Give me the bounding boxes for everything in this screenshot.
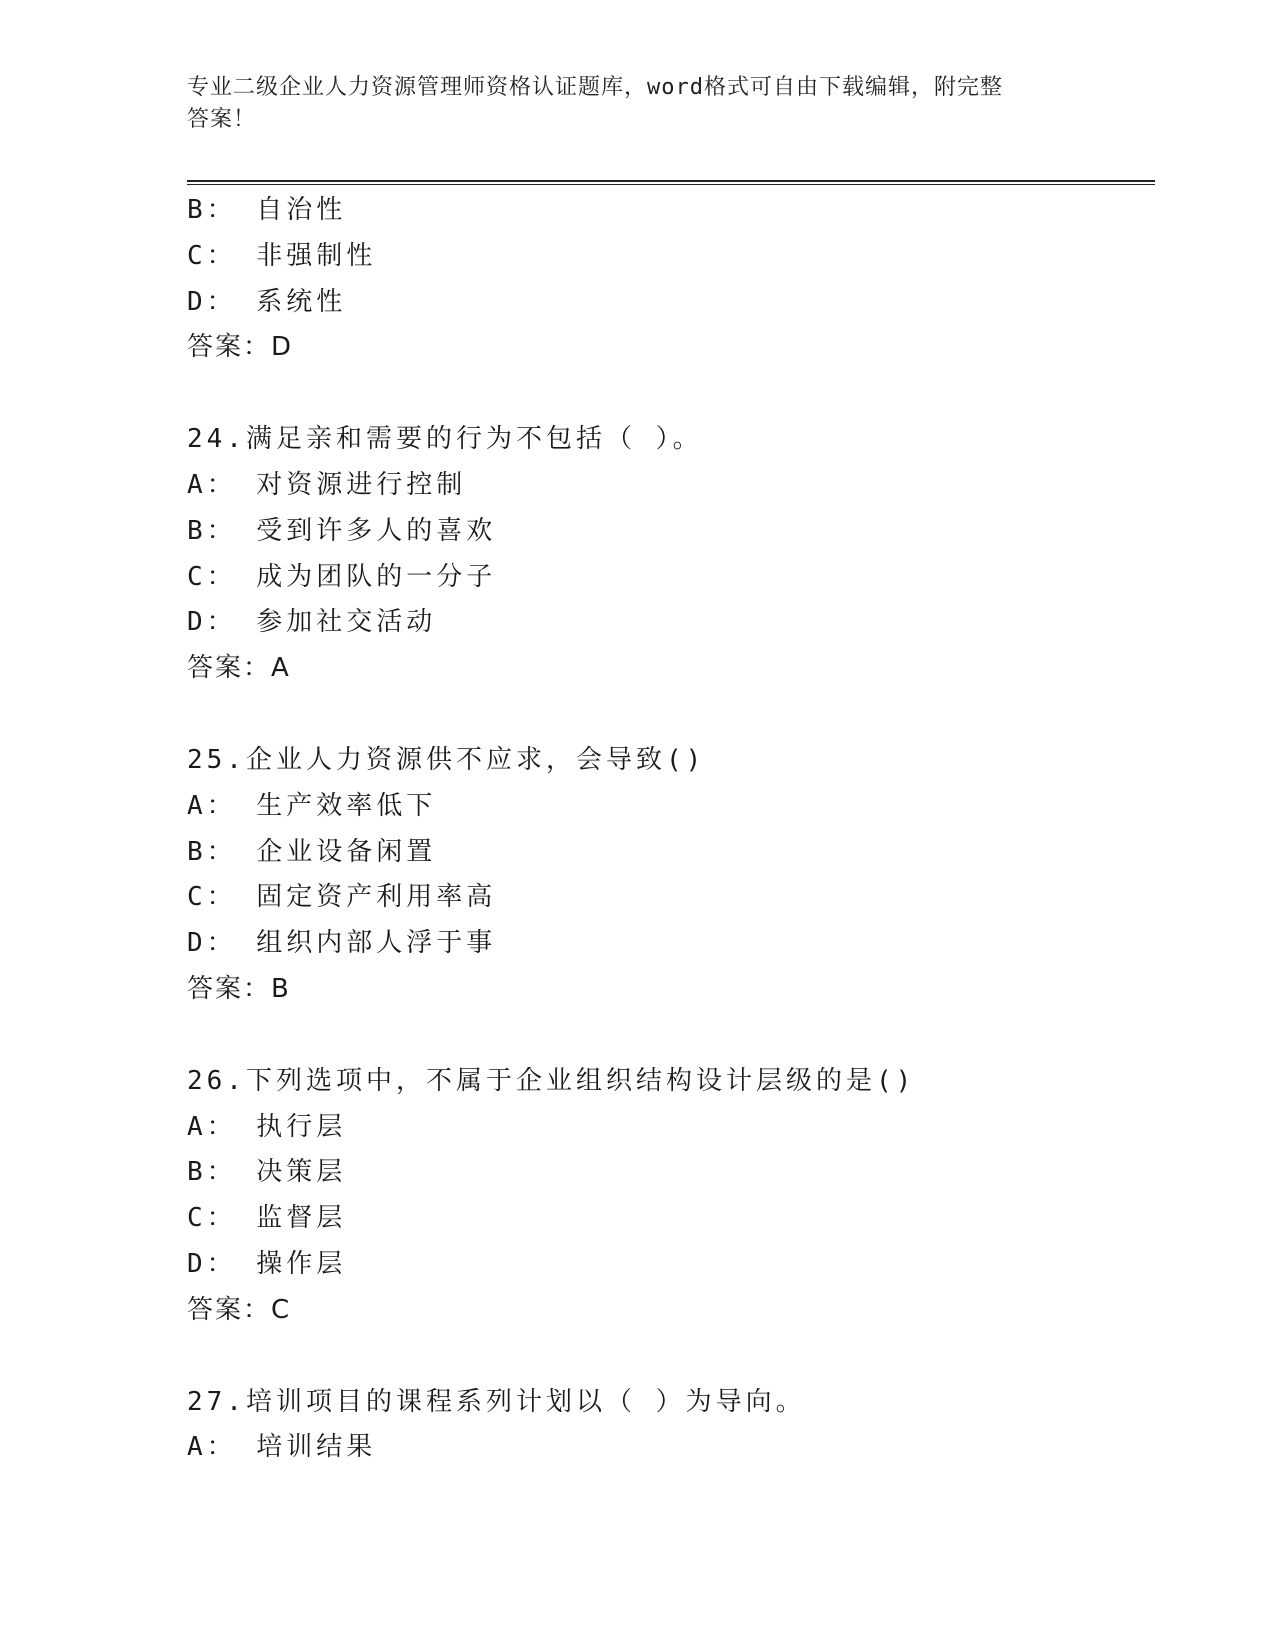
question-list xyxy=(187,188,1155,1471)
question-spacer xyxy=(187,692,1155,738)
answer-line: 答案：A xyxy=(187,653,291,684)
question-stem: 26.下列选项中，不属于企业组织结构设计层级的是() xyxy=(187,1065,916,1096)
question-block-partial xyxy=(187,188,1155,371)
question-spacer xyxy=(187,371,1155,417)
option-c: C： 固定资产利用率高 xyxy=(187,882,497,913)
question-block-24 xyxy=(187,417,1155,692)
option-b: B： 企业设备闲置 xyxy=(187,836,437,867)
answer-line: 答案：C xyxy=(187,1294,292,1325)
question-block-27 xyxy=(187,1380,1155,1472)
option-d: D： 组织内部人浮于事 xyxy=(187,928,497,959)
header-line-2: 答案！ xyxy=(187,107,257,132)
option-b: B： 自治性 xyxy=(187,195,347,225)
option-c: C： 监督层 xyxy=(187,1203,347,1234)
answer-line: 答案：B xyxy=(187,973,291,1004)
question-stem: 24.满足亲和需要的行为不包括（ ）。 xyxy=(187,424,703,455)
option-c: C： 成为团队的一分子 xyxy=(187,561,497,592)
option-b: B： 受到许多人的喜欢 xyxy=(187,515,497,546)
question-stem: 25.企业人力资源供不应求，会导致() xyxy=(187,744,706,775)
option-b: B： 决策层 xyxy=(187,1157,347,1188)
option-c: C： 非强制性 xyxy=(187,240,377,271)
question-spacer xyxy=(187,1013,1155,1059)
question-block-26 xyxy=(187,1059,1155,1334)
question-stem: 27.培训项目的课程系列计划以（ ）为导向。 xyxy=(187,1386,806,1417)
answer-line: 答案：D xyxy=(187,332,294,363)
question-block-25 xyxy=(187,738,1155,1013)
option-a: A： 执行层 xyxy=(187,1111,347,1142)
header-line-1: 专业二级企业人力资源管理师资格认证题库，word格式可自由下载编辑，附完整 xyxy=(187,75,1003,100)
option-d: D： 操作层 xyxy=(187,1248,347,1279)
option-a: A： 培训结果 xyxy=(187,1432,377,1463)
question-spacer xyxy=(187,1334,1155,1380)
header-divider xyxy=(187,180,1155,185)
option-a: A： 生产效率低下 xyxy=(187,790,437,821)
option-d: D： 系统性 xyxy=(187,286,347,317)
option-a: A： 对资源进行控制 xyxy=(187,469,467,500)
option-d: D： 参加社交活动 xyxy=(187,607,437,638)
document-header xyxy=(187,72,1067,136)
